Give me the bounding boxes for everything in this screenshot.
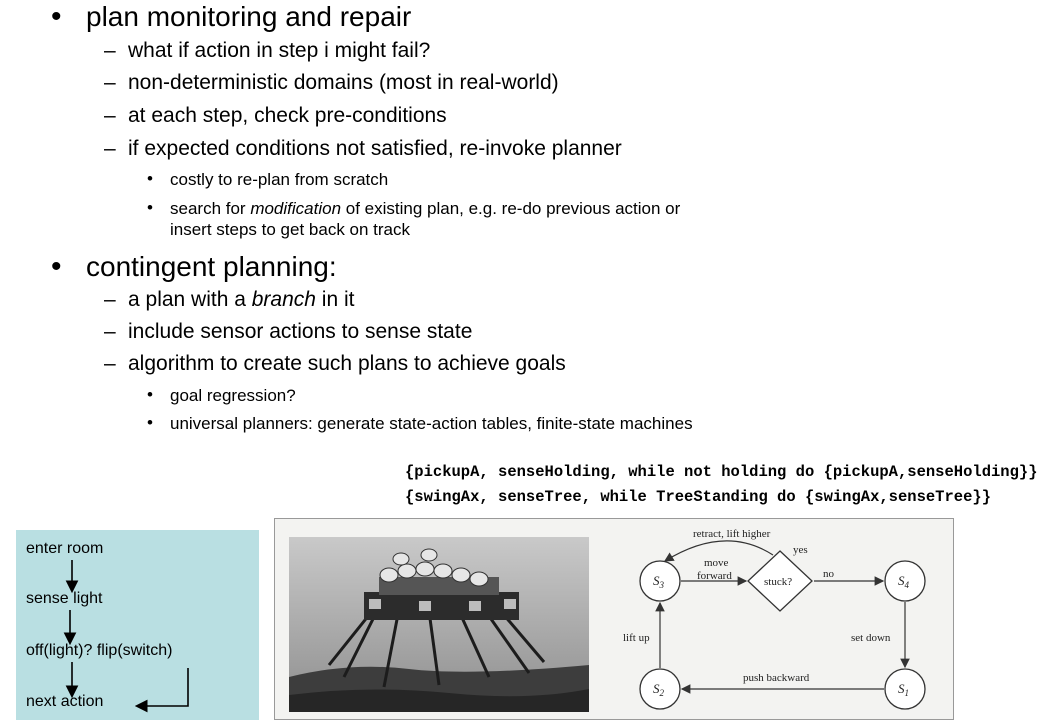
walking-robot-photo	[289, 537, 589, 712]
flow-arrow-loop	[138, 668, 188, 706]
item1-pre: a plan with a	[128, 288, 252, 311]
state-s2-label: $S_2$	[653, 681, 664, 698]
section2-item3: algorithm to create such plans to achieve goals	[128, 352, 566, 375]
section1-sub2-dot: •	[147, 198, 153, 217]
code-line-1: {pickupA, senseHolding, while not holding do {pickupA,senseHolding}}	[405, 463, 1038, 481]
item1-post: in it	[315, 288, 355, 311]
section2-title: contingent planning:	[86, 251, 337, 282]
edge-label-no: no	[823, 568, 834, 580]
code-line-2: {swingAx, senseTree, while TreeStanding do {swingAx,senseTree}}	[405, 488, 991, 506]
section1-item4: if expected conditions not satisfied, re-invoke planner	[128, 137, 622, 160]
section2-sub2-dot: •	[147, 413, 153, 432]
section2-item2-dash: –	[104, 320, 116, 343]
section2-bullet: •	[51, 250, 62, 283]
edge-label-retract: retract, lift higher	[693, 528, 771, 540]
state-s1-label: $S_1$	[898, 681, 909, 698]
edge-label-forward: forward	[697, 570, 732, 582]
decision-stuck-label: stuck?	[764, 576, 793, 588]
section2-item1	[128, 288, 354, 312]
flip-switch-text: flip(switch)	[96, 642, 173, 659]
flow-step-enter-room: enter room	[26, 540, 104, 557]
flowchart-panel	[16, 530, 259, 720]
section2-item3-dash: –	[104, 352, 116, 375]
figure-panel	[274, 518, 954, 720]
edge-label-set-down: set down	[851, 632, 891, 644]
state-machine-diagram	[605, 519, 953, 719]
section1-item3: at each step, check pre-conditions	[128, 104, 447, 127]
item1-em: branch	[251, 288, 316, 311]
section2-sub1: goal regression?	[170, 386, 296, 405]
sub2-em: modification	[250, 199, 342, 218]
edge-label-yes: yes	[793, 544, 808, 556]
section1-sub2	[170, 199, 680, 219]
flow-step-next-action: next action	[26, 693, 104, 710]
section1-sub1: costly to re-plan from scratch	[170, 170, 389, 189]
section1-item3-dash: –	[104, 104, 116, 127]
state-s3-label: $S_3$	[653, 573, 664, 590]
sub2-post: of existing plan, e.g. re-do previous action or	[341, 199, 681, 218]
section1-item2: non-deterministic domains (most in real-world)	[128, 71, 559, 94]
section1-sub1-dot: •	[147, 169, 153, 188]
sub2-pre: search for	[170, 199, 251, 218]
section2-item1-dash: –	[104, 288, 116, 311]
edge-label-lift-up: lift up	[623, 632, 650, 644]
flowchart-arrows	[16, 530, 259, 720]
section1-item4-dash: –	[104, 137, 116, 160]
edge-label-move: move	[704, 557, 729, 569]
section2-item2: include sensor actions to sense state	[128, 320, 473, 343]
section1-bullet: •	[51, 0, 62, 33]
section1-item2-dash: –	[104, 71, 116, 94]
section2-sub1-dot: •	[147, 385, 153, 404]
section1-title: plan monitoring and repair	[86, 1, 412, 32]
state-s4-label: $S_4$	[898, 573, 909, 590]
section1-sub2-line2: insert steps to get back on track	[170, 220, 411, 239]
flow-step-sense-light: sense light	[26, 590, 103, 607]
section2-sub2: universal planners: generate state-action tables, finite-state machines	[170, 414, 693, 433]
off-light-text: off(light)?	[26, 642, 97, 659]
section1-item1: what if action in step i might fail?	[128, 39, 431, 62]
section1-item1-dash: –	[104, 39, 116, 62]
edge-label-push-backward: push backward	[743, 672, 810, 684]
